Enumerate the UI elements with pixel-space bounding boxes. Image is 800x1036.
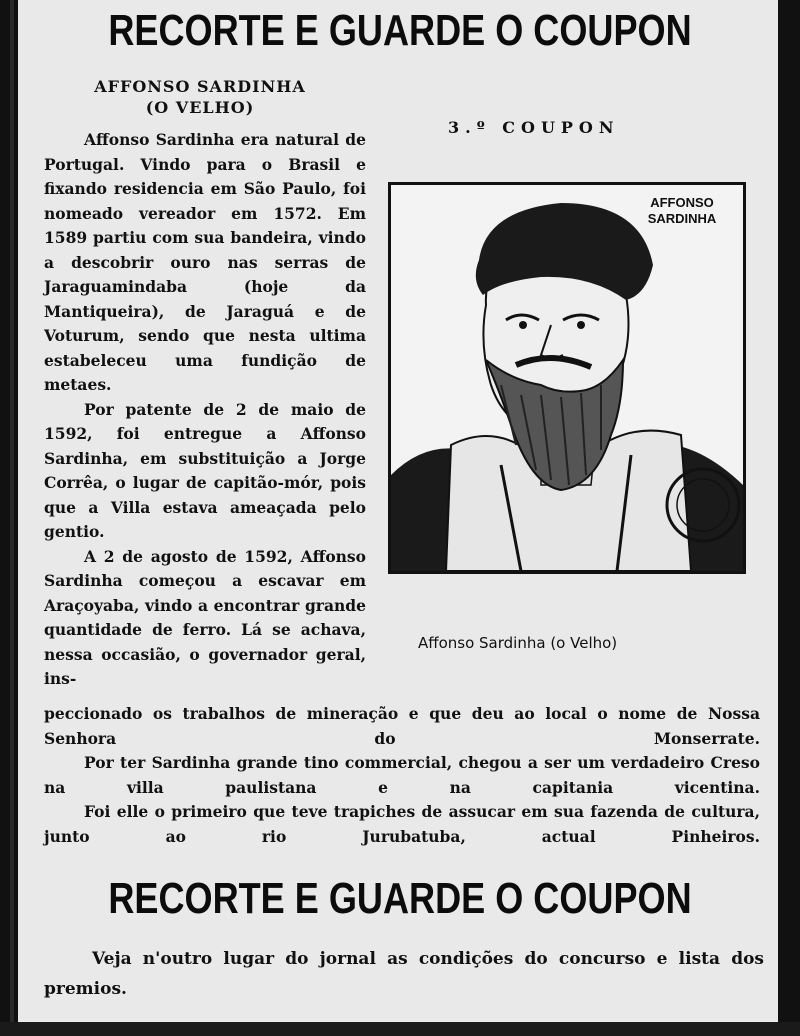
paragraph-1: Affonso Sardinha era natural de Portugal. Vindo para o Brasil e fixando residencia em São Paulo, foi nomeado vereador em 1572. Em 1589 partiu com sua bandeira, vindo a descobrir ouro nas serras de Jaraguamindaba (hoje da Mantiqueira), de Jaraguá e de Voturum, sendo que nesta ultima estabeleceu uma fundição de metaes. (44, 130, 366, 394)
article-title-line2: (O VELHO) (145, 98, 255, 117)
article-title-line1: AFFONSO SARDINHA (94, 77, 306, 96)
portrait-label-line2: SARDINHA (647, 211, 717, 226)
left-border (0, 0, 18, 1036)
footer-paragraph: Veja n'outro lugar do jornal as condições do concurso e lista dos premios. (44, 949, 764, 999)
paragraph-3b: peccionado os trabalhos de mineração e que deu ao local o nome de Nossa Senhora do Monserrate. (44, 704, 760, 748)
headline-top: RECORTE E GUARDE O COUPON (108, 6, 692, 55)
paragraph-2: Por patente de 2 de maio de 1592, foi entregue a Affonso Sardinha, em substituição a Jorge Corrêa, o lugar de capitão-mór, pois que a Villa estava ameaçada pelo gentio. (44, 399, 366, 541)
headline-bottom: RECORTE E GUARDE O COUPON (108, 874, 692, 923)
coupon-number: 3.º COUPON (448, 118, 620, 137)
article-column-full (44, 702, 760, 849)
right-border (778, 0, 800, 1036)
article-column-left (44, 128, 366, 692)
footer-note (44, 944, 764, 1004)
portrait-name-label (627, 195, 737, 227)
portrait-drawing (391, 185, 743, 571)
bottom-border (0, 1022, 800, 1036)
paragraph-3a: A 2 de agosto de 1592, Affonso Sardinha começou a escavar em Araçoyaba, vindo a encontrar grande quantidade de ferro. Lá se achava, nessa occasião, o governador geral, ins- (44, 546, 366, 688)
portrait-label-line1: AFFONSO (650, 195, 714, 210)
portrait-caption: Affonso Sardinha (o Velho) (418, 634, 618, 652)
portrait-illustration (388, 182, 746, 574)
paragraph-5: Foi elle o primeiro que teve trapiches de assucar em sua fazenda de cultura, junto ao rio Jurubatuba, actual Pinheiros. (44, 802, 760, 846)
article-title (62, 76, 338, 118)
paragraph-4: Por ter Sardinha grande tino commercial, chegou a ser um verdadeiro Creso na villa paulistana e na capitania vicentina. (44, 753, 760, 797)
